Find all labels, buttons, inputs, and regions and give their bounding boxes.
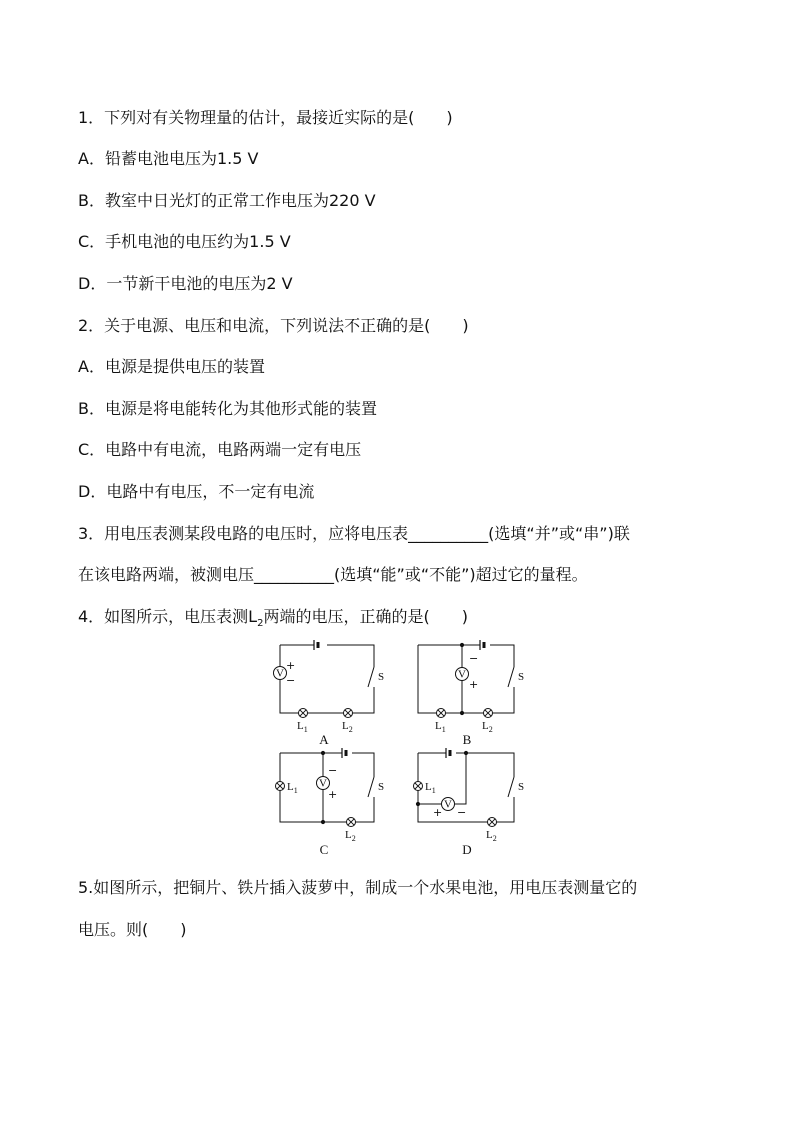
plus-sign: +	[469, 678, 479, 691]
circuit-b	[418, 640, 514, 718]
minus-sign: −	[328, 764, 338, 777]
switch-label: S	[518, 671, 525, 683]
q2-option-a: A．电源是提供电压的装置	[78, 357, 265, 376]
caption-b: B	[462, 732, 472, 747]
lamp1-label: $L_1$	[425, 781, 436, 795]
lamp-icon	[414, 782, 423, 791]
caption-a: A	[319, 732, 329, 747]
q1-stem: 1．下列对有关物理量的估计，最接近实际的是( )	[78, 108, 453, 127]
switch-label: S	[518, 781, 525, 793]
lamp2-label: $L_2$	[486, 829, 497, 843]
q2-stem: 2．关于电源、电压和电流，下列说法不正确的是( )	[78, 316, 469, 335]
q4-stem-before: 4．如图所示，电压表测L	[78, 607, 258, 626]
lamp-icon	[347, 818, 356, 827]
q2-option-d: D．电路中有电压，不一定有电流	[78, 482, 315, 501]
minus-sign: −	[457, 806, 467, 819]
lamp-icon	[299, 709, 308, 718]
lamp1-label: $L_1$	[297, 720, 308, 734]
plus-sign: +	[286, 659, 296, 672]
q3-line-1: 3．用电压表测某段电路的电压时，应将电压表__________(选填“并”或“串”)联	[78, 524, 630, 543]
q4-stem-after: 两端的电压，正确的是( )	[263, 607, 468, 626]
lamp-icon	[484, 709, 493, 718]
q5-line-2: 电压。则( )	[78, 920, 187, 939]
caption-c: C	[319, 842, 329, 857]
lamp-icon	[488, 818, 497, 827]
q1-option-c: C．手机电池的电压约为1.5 V	[78, 232, 291, 251]
q1-option-d: D．一节新干电池的电压为2 V	[78, 274, 293, 293]
q4-stem	[78, 607, 468, 630]
q3-line-2: 在该电路两端，被测电压__________(选填“能”或“不能”)超过它的量程。	[78, 565, 588, 584]
lamp1-label: $L_1$	[435, 720, 446, 734]
caption-d: D	[462, 842, 472, 857]
lamp-icon	[276, 782, 285, 791]
plus-sign: +	[328, 788, 338, 801]
q1-option-b: B．教室中日光灯的正常工作电压为220 V	[78, 191, 376, 210]
q2-option-b: B．电源是将电能转化为其他形式能的装置	[78, 399, 377, 418]
lamp-icon	[344, 709, 353, 718]
voltmeter-label: V	[276, 667, 284, 680]
switch-label: S	[378, 781, 385, 793]
voltmeter-label: V	[444, 798, 452, 811]
voltmeter-label: V	[319, 777, 327, 790]
q2-option-c: C．电路中有电流，电路两端一定有电压	[78, 440, 362, 459]
minus-sign: −	[469, 652, 479, 665]
lamp2-label: $L_2$	[482, 720, 493, 734]
switch-label: S	[378, 671, 385, 683]
circuit-figure	[270, 640, 530, 862]
minus-sign: −	[286, 674, 296, 687]
lamp2-label: $L_2$	[345, 829, 356, 843]
q5-line-1: 5.如图所示，把铜片、铁片插入菠萝中，制成一个水果电池，用电压表测量它的	[78, 878, 638, 897]
lamp1-label: $L_1$	[287, 781, 298, 795]
q1-option-a: A．铅蓄电池电压为1.5 V	[78, 149, 259, 168]
plus-sign: +	[433, 806, 443, 819]
voltmeter-label: V	[458, 668, 466, 681]
q4-stem-sub: 2	[257, 618, 264, 630]
lamp-icon	[437, 709, 446, 718]
lamp2-label: $L_2$	[342, 720, 353, 734]
